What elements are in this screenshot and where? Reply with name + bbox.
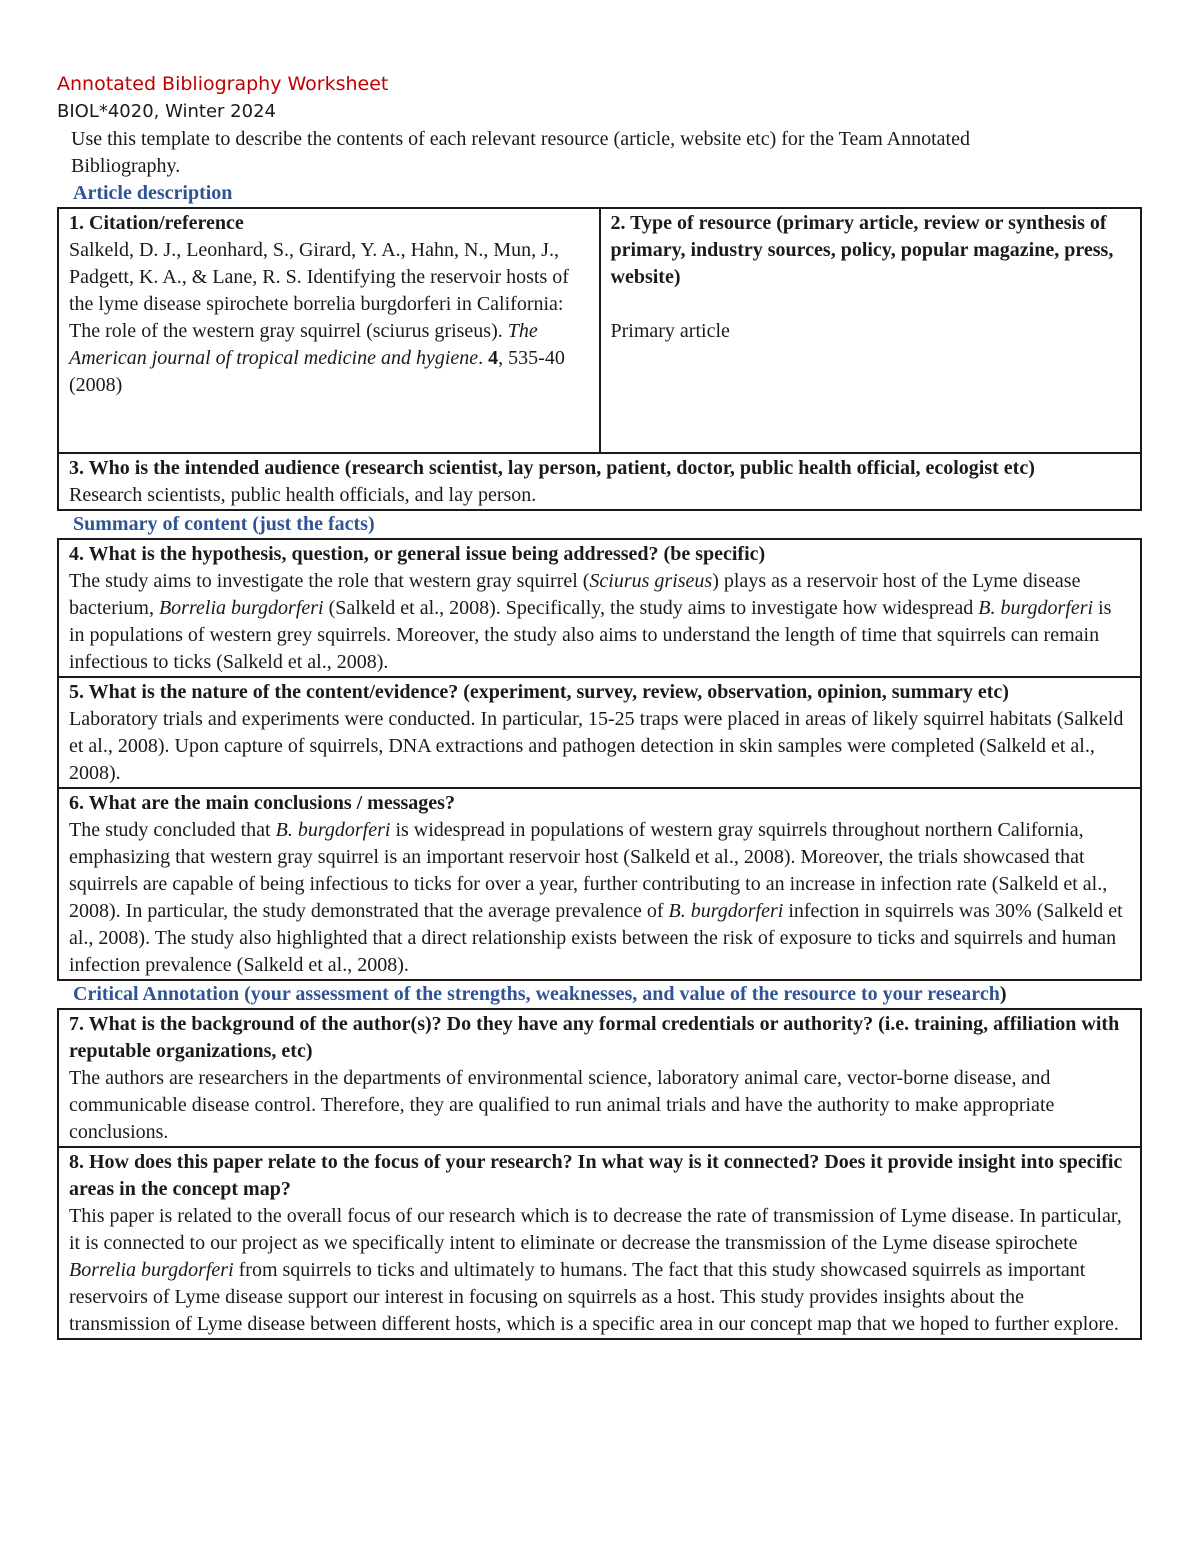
q8-question: 8. How does this paper relate to the focus of your research? In what way is it connected? Does it provide insight into specific areas in the concept map? xyxy=(69,1151,1123,1200)
q4-answer-part: is in populations of western grey squirrels. Moreover, the study also aims to understand the length of time that squirrels can remain infectious to ticks (Salkeld et al., 2008). xyxy=(69,597,1112,673)
resource-type-cell xyxy=(600,208,1142,453)
summary-table xyxy=(57,538,1142,981)
q1-answer xyxy=(69,237,589,399)
q2-answer: Primary article xyxy=(610,320,730,342)
species-name: B. burgdorferi xyxy=(978,597,1094,619)
q1-question: 1. Citation/reference xyxy=(69,212,244,234)
q4-answer-part: ) plays as a reservoir host of the Lyme disease bacterium, xyxy=(69,570,1081,619)
q4-question: 4. What is the hypothesis, question, or general issue being addressed? (be specific) xyxy=(69,543,766,565)
research-relation-cell xyxy=(58,1147,1141,1339)
q6-answer xyxy=(69,817,1130,979)
q8-answer xyxy=(69,1203,1130,1338)
q4-answer xyxy=(69,568,1130,676)
critical-annotation-table xyxy=(57,1008,1142,1340)
course-line: BIOL*4020, Winter 2024 xyxy=(57,101,276,122)
q4-answer-part: (Salkeld et al., 2008). Specifically, the study aims to investigate how widespread xyxy=(323,597,979,619)
q8-answer-part: from squirrels to ticks and ultimately to humans. The fact that this study showcased squirrels as important reservoirs of Lyme disease support our interest in focusing on squirrels as a host. This study provides insights about the transmission of Lyme disease between different hosts, which is a specific area in our concept map that we hoped to further explore. xyxy=(69,1259,1119,1335)
citation-separator: . xyxy=(478,347,489,369)
q5-question: 5. What is the nature of the content/evidence? (experiment, survey, review, observation, opinion, summary etc) xyxy=(69,681,1009,703)
q7-question: 7. What is the background of the author(s)? Do they have any formal credentials or authority? (i.e. training, affiliation with reputable organizations, etc) xyxy=(69,1013,1120,1062)
q2-question: 2. Type of resource (primary article, review or synthesis of primary, industry sources, policy, popular magazine, press, website) xyxy=(610,212,1114,288)
critical-heading-text: Critical Annotation (your assessment of the strengths, weaknesses, and value of the resource to your research xyxy=(73,983,1000,1005)
q7-answer: The authors are researchers in the departments of environmental science, laboratory animal care, vector-borne disease, and communicable disease control. Therefore, they are qualified to run animal trials and have the authority to make appropriate conclusions. xyxy=(69,1067,1055,1143)
author-background-cell xyxy=(58,1009,1141,1147)
citation-journal: The American journal of tropical medicine and hygiene xyxy=(69,320,538,369)
article-description-table xyxy=(57,207,1142,511)
species-name: B. burgdorferi xyxy=(668,900,784,922)
q3-answer: Research scientists, public health officials, and lay person. xyxy=(69,484,537,506)
q6-answer-part: infection in squirrels was 30% (Salkeld et al., 2008). The study also highlighted that a direct relationship exists between the risk of exposure to ticks and squirrels and human infection prevalence (Salkeld et al., 2008). xyxy=(69,900,1123,976)
section-critical-annotation xyxy=(73,981,1142,1008)
citation-pages-year: , 535-40 (2008) xyxy=(69,347,565,396)
q6-answer-part: The study concluded that xyxy=(69,819,276,841)
citation-authors-title: Salkeld, D. J., Leonhard, S., Girard, Y. A., Hahn, N., Mun, J., Padgett, K. A., & Lane, R. S. Identifying the reservoir hosts of the lyme disease spirochete borrelia burgdorferi in California: The role of the western gray squirrel (sciurus griseus). xyxy=(69,239,569,342)
citation-volume: 4 xyxy=(488,347,499,369)
q8-answer-part: This paper is related to the overall focus of our research which is to decrease the rate of transmission of Lyme disease. In particular, it is connected to our project as we specifically intent to eliminate or decrease the transmission of the Lyme disease spirochete xyxy=(69,1205,1122,1254)
hypothesis-cell xyxy=(58,539,1141,677)
intro-text: Use this template to describe the contents of each relevant resource (article, website etc) for the Team Annotated Bibliography. xyxy=(71,128,970,177)
q3-question: 3. Who is the intended audience (research scientist, lay person, patient, doctor, public health official, ecologist etc) xyxy=(69,457,1035,479)
audience-cell xyxy=(58,453,1141,510)
evidence-cell xyxy=(58,677,1141,788)
species-name: Borrelia burgdorferi xyxy=(69,1259,234,1281)
section-article-description: Article description xyxy=(73,182,233,204)
q4-answer-part: The study aims to investigate the role that western gray squirrel ( xyxy=(69,570,590,592)
conclusions-cell xyxy=(58,788,1141,980)
section-summary: Summary of content (just the facts) xyxy=(73,513,375,535)
q5-answer: Laboratory trials and experiments were conducted. In particular, 15-25 traps were placed in areas of likely squirrel habitats (Salkeld et al., 2008). Upon capture of squirrels, DNA extractions and pathogen detection in skin samples were completed (Salkeld et al., 2008). xyxy=(69,708,1124,784)
document-title: Annotated Bibliography Worksheet xyxy=(57,73,389,95)
critical-heading-paren: ) xyxy=(999,983,1007,1005)
citation-cell xyxy=(58,208,600,453)
species-name: B. burgdorferi xyxy=(275,819,391,841)
q6-answer-part: is widespread in populations of western gray squirrels throughout northern California, emphasizing that western gray squirrel is an important reservoir host (Salkeld et al., 2008). Moreover, the trials showcased that squirrels are capable of being infectious to ticks for over a year, further contributing to an increase in infection rate (Salkeld et al., 2008). In particular, the study demonstrated that the average prevalence of xyxy=(69,819,1108,922)
species-name: Borrelia burgdorferi xyxy=(158,597,324,619)
worksheet-page xyxy=(57,70,1142,1340)
species-name: Sciurus griseus xyxy=(589,570,713,592)
q6-question: 6. What are the main conclusions / messages? xyxy=(69,792,455,814)
